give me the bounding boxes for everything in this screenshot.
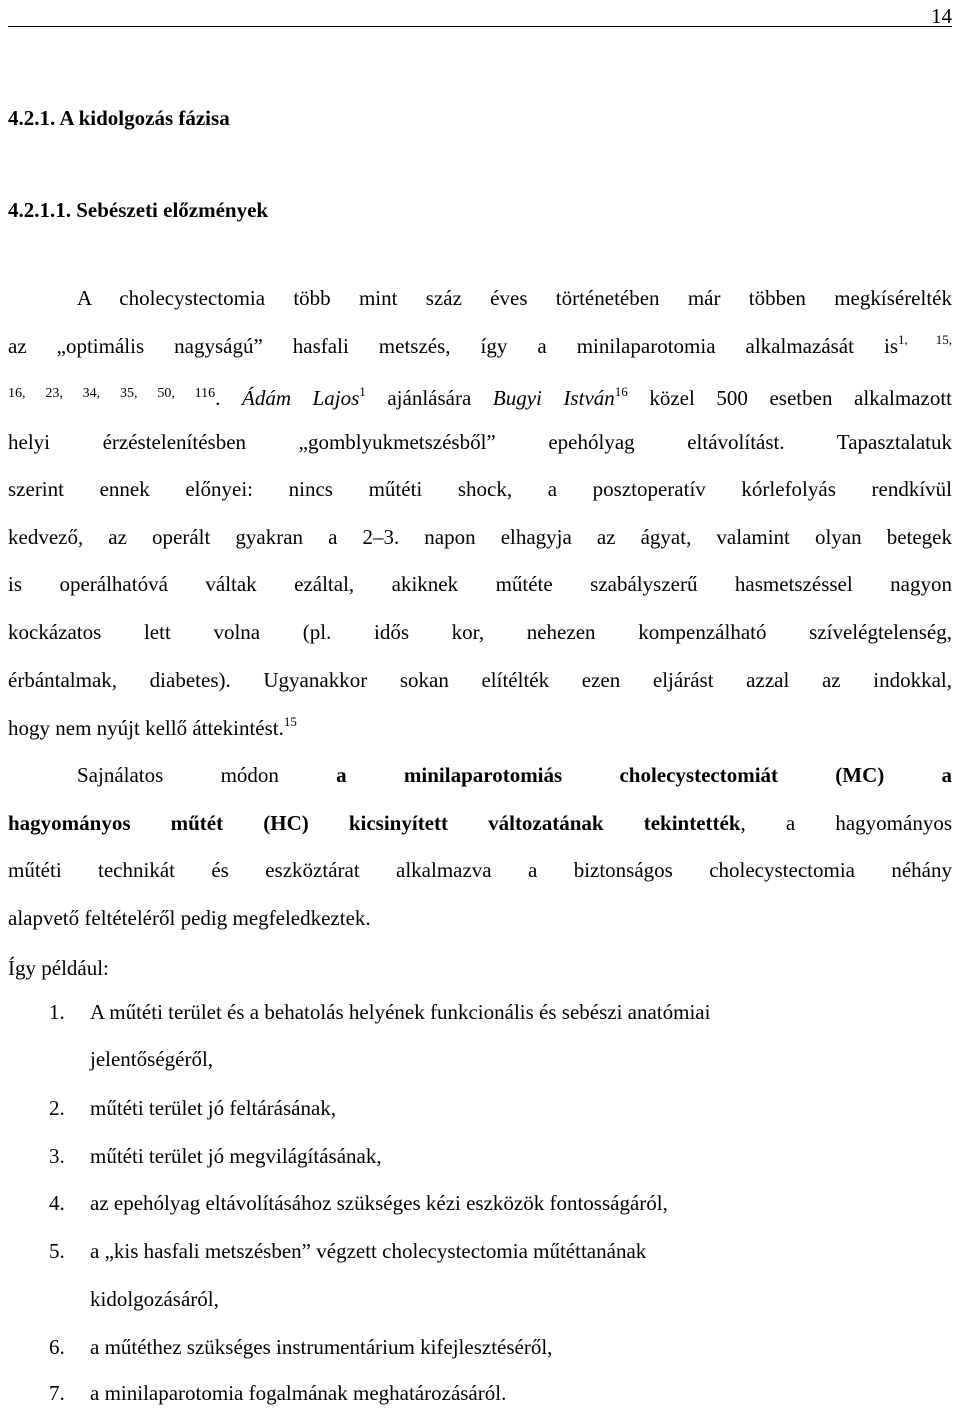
list-text: műtéti terület jó feltárásának, [90, 1096, 337, 1120]
p1-text: . [215, 386, 242, 410]
p1-line-6: kedvező, az operált gyakran a 2–3. napon elhagyja az ágyat, valamint olyan betegek [8, 525, 952, 549]
p2-emphasis: a minilaparotomiás cholecystectomiát (MC) a [336, 763, 953, 787]
list-text-continuation: jelentőségéről, [90, 1047, 214, 1071]
list-text: A műtéti terület és a behatolás helyének funkcionális és sebészi anatómiai [90, 1000, 711, 1024]
p1-line-8: kockázatos lett volna (pl. idős kor, nehezen kompenzálható szívelégtelenség, [8, 620, 952, 644]
subsection-heading: 4.2.1.1. Sebészeti előzmények [8, 198, 269, 222]
list-number: 6. [49, 1335, 65, 1359]
p1-line-7: is operálhatóvá váltak ezáltal, akiknek műtéte szabályszerű hasmetszéssel nagyon [8, 572, 952, 596]
list-text-continuation: kidolgozásáról, [90, 1287, 219, 1311]
list-number: 2. [49, 1096, 65, 1120]
p2-line-1 [77, 763, 952, 787]
p1-line-3 [8, 382, 952, 410]
citation-sup: 1, 15, [898, 332, 953, 347]
list-text: a műtéthez szükséges instrumentárium kifejlesztéséről, [90, 1335, 553, 1359]
p1-line-2-text: az „optimális nagyságú” hasfali metszés, így a minilaparotomia alkalmazását is [8, 334, 898, 358]
p1-line-5: szerint ennek előnyei: nincs műtéti shock, a posztoperatív kórlefolyás rendkívül [8, 477, 952, 501]
page-number: 14 [931, 4, 952, 28]
p2-text: , a hagyományos [740, 811, 952, 835]
list-number: 1. [49, 1000, 65, 1024]
list-number: 3. [49, 1144, 65, 1168]
author-name: Bugyi István [492, 386, 615, 410]
list-number: 4. [49, 1191, 65, 1215]
p1-line-4: helyi érzéstelenítésben „gomblyukmetszésből” epehólyag eltávolítást. Tapasztalatuk [8, 430, 952, 454]
citation-refs: 16, 23, 34, 35, 50, 116 [8, 386, 216, 401]
section-heading: 4.2.1. A kidolgozás fázisa [8, 106, 230, 130]
list-text: a „kis hasfali metszésben” végzett cholecystectomia műtéttanának [90, 1239, 647, 1263]
list-text: műtéti terület jó megvilágításának, [90, 1144, 382, 1168]
header-rule [8, 26, 952, 27]
list-number: 7. [49, 1381, 65, 1405]
citation-sup: 15 [283, 714, 297, 729]
author-name: Ádám Lajos [242, 386, 360, 410]
list-number: 5. [49, 1239, 65, 1263]
p1-text: közel 500 esetben alkalmazott [627, 386, 952, 410]
p2-emphasis: hagyományos műtét (HC) kicsinyített változatának tekintették [8, 811, 741, 835]
p1-line-1: A cholecystectomia több mint száz éves történetében már többen megkísérelték [77, 286, 952, 310]
p1-line-9: érbántalmak, diabetes). Ugyanakkor sokan elítélték ezen eljárást azzal az indokkal, [8, 668, 952, 692]
p1-line-2 [8, 334, 952, 358]
p2-line-4: alapvető feltételéről pedig megfeledkeztek. [8, 906, 371, 930]
citation-sup: 1 [359, 384, 366, 399]
p2-text: Sajnálatos módon [77, 763, 337, 787]
list-text: az epehólyag eltávolításához szükséges kézi eszközök fontosságáról, [90, 1191, 668, 1215]
citation-sup: 16 [614, 384, 628, 399]
p2-line-2 [8, 811, 952, 835]
list-text: a minilaparotomia fogalmának meghatározásáról. [90, 1381, 507, 1405]
p1-line-10 [8, 716, 952, 740]
p1-line-10-text: hogy nem nyújt kellő áttekintést. [8, 716, 284, 740]
p2-line-3: műtéti technikát és eszköztárat alkalmazva a biztonságos cholecystectomia néhány [8, 858, 952, 882]
list-intro: Így például: [8, 956, 109, 980]
p1-text: ajánlására [365, 386, 493, 410]
